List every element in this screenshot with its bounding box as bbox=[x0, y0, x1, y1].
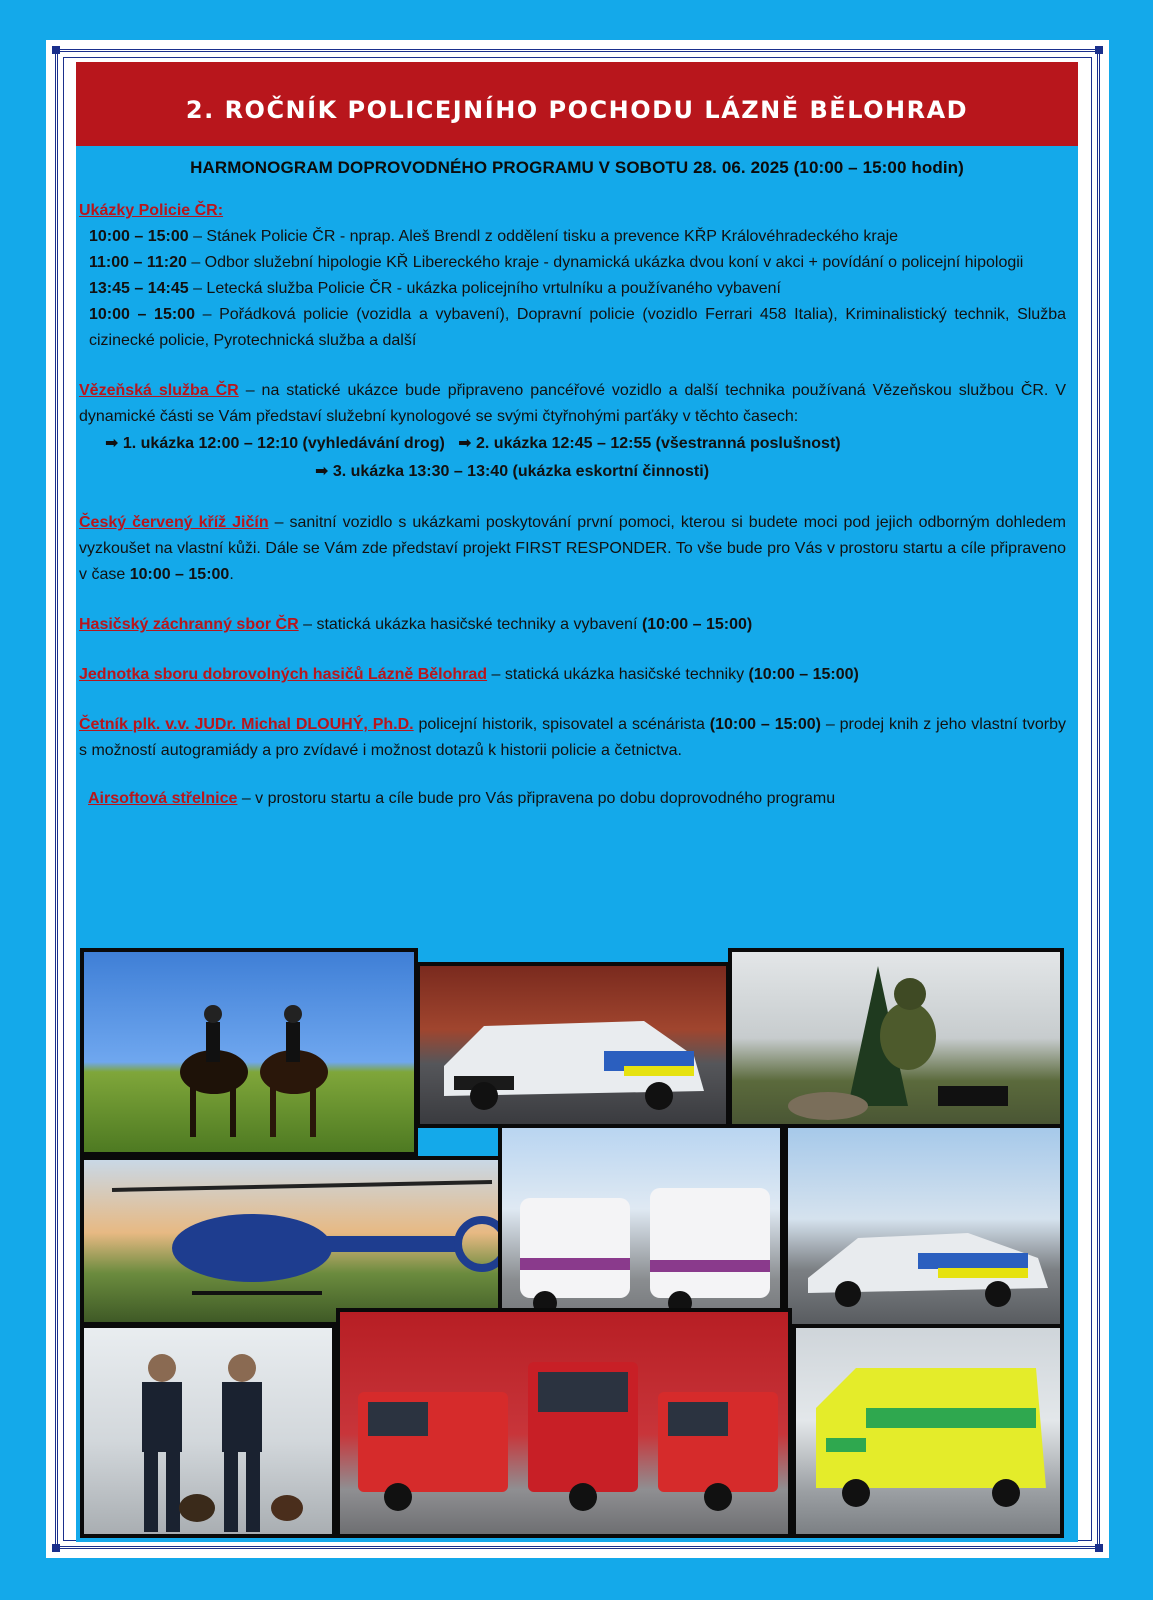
police-skoda-car-photo bbox=[416, 962, 730, 1128]
prison-section bbox=[76, 378, 1078, 486]
bomb-suit-icon bbox=[738, 956, 1058, 1126]
poster-sheet bbox=[46, 40, 1109, 1558]
schedule-subtitle: HARMONOGRAM DOPROVODNÉHO PROGRAMU V SOBOTU 28. 06. 2025 (10:00 – 15:00 hodin) bbox=[190, 158, 964, 177]
historian-section: Četník plk. v.v. JUDr. Michal DLOUHÝ, Ph.D. policejní historik, spisovatel a scénárista (10:00 – 15:00) – prodej knih z jeho vlastní tvorby s možností autogramiády a pro zvídavé i možnost dotazů k historii policie a četnictva. bbox=[79, 716, 1066, 759]
police-item: 10:00 – 15:00 – Stánek Policie ČR - nprap. Aleš Brendl z oddělení tisku a prevence KŘP Královéhradeckého kraje bbox=[89, 228, 899, 245]
prison-demo-line: ➡ 1. ukázka 12:00 – 12:10 (vyhledávání drog) ➡ 2. ukázka 12:45 – 12:55 (všestranná poslušnost) bbox=[105, 435, 841, 452]
ambulance-photo bbox=[792, 1324, 1064, 1538]
police-item: 10:00 – 15:00 – Pořádková policie (vozidla a vybavení), Dopravní policie (vozidlo Ferrari 458 Italia), Kriminalistický technik, Služba cizinecké policie, Pyrotechnická služba a další bbox=[89, 306, 1067, 349]
volunteers-section-title: Jednotka sboru dobrovolných hasičů Lázně Bělohrad bbox=[79, 666, 488, 683]
frame-corner-icon bbox=[1095, 46, 1103, 54]
airsoft-section: Airsoftová střelnice – v prostoru startu a cíle bude pro Vás připravena po dobu doprovodného programu bbox=[88, 790, 836, 807]
volunteers-section: Jednotka sboru dobrovolných hasičů Lázně Bělohrad – statická ukázka hasičské techniky (10:00 – 15:00) bbox=[79, 666, 859, 683]
frame-corner-icon bbox=[1095, 1544, 1103, 1552]
frame-corner-icon bbox=[52, 1544, 60, 1552]
fire-truck-icon bbox=[348, 1342, 788, 1522]
ferrari-icon bbox=[798, 1198, 1058, 1318]
officers-icon bbox=[92, 1338, 332, 1538]
prison-section-title: Vězeňská služba ČR bbox=[79, 382, 239, 399]
police-section-title: Ukázky Policie ČR: bbox=[79, 202, 224, 219]
prison-section-text: – na statické ukázce bude připraveno pancéřové vozidlo a další technika používaná Vězeňskou službou ČR. V dynamické části se Vám představí služební kynologové se svými čtyřnohými parťáky v těchto časech: bbox=[79, 382, 1067, 425]
arrow-right-icon: ➡ bbox=[315, 463, 329, 480]
photo-collage bbox=[76, 948, 1078, 1542]
poster-content bbox=[76, 62, 1078, 1542]
bomb-disposal-photo bbox=[728, 948, 1064, 1128]
firefighters-section-title: Hasičský záchranný sbor ČR bbox=[79, 616, 299, 633]
prison-demo-line: ➡ 3. ukázka 13:30 – 13:40 (ukázka eskortní činnosti) bbox=[315, 463, 710, 480]
car-icon bbox=[424, 996, 724, 1116]
fire-trucks-photo bbox=[336, 1308, 792, 1538]
dog-handlers-photo bbox=[80, 1324, 336, 1538]
helicopter-icon bbox=[92, 1168, 512, 1318]
historian-section-title: Četník plk. v.v. JUDr. Michal DLOUHÝ, Ph.D. bbox=[79, 716, 414, 733]
page-title: 2. ROČNÍK POLICEJNÍHO POCHODU LÁZNĚ BĚLOHRAD bbox=[76, 62, 1078, 146]
police-item: 13:45 – 14:45 – Letecká služba Policie ČR - ukázka policejního vrtulníku a používaného vybavení bbox=[89, 280, 781, 297]
ambulance-icon bbox=[806, 1348, 1056, 1518]
frame-corner-icon bbox=[52, 46, 60, 54]
prison-vans-photo bbox=[498, 1124, 784, 1334]
police-helicopter-photo bbox=[80, 1156, 520, 1326]
arrow-right-icon: ➡ bbox=[105, 435, 119, 452]
van-icon bbox=[510, 1178, 780, 1328]
airsoft-section-title: Airsoftová střelnice bbox=[88, 790, 238, 807]
redcross-section: Český červený kříž Jičín – sanitní vozidlo s ukázkami poskytování první pomoci, kterou si budete moci pod jejich odborným dohledem vyzkoušet na vlastní kůži. Dále se Vám zde představí projekt FIRST RESPONDER. To vše bude pro Vás v prostoru startu a cíle připraveno v čase 10:00 – 15:00. bbox=[79, 514, 1066, 583]
arrow-right-icon: ➡ bbox=[458, 435, 472, 452]
firefighters-section: Hasičský záchranný sbor ČR – statická ukázka hasičské techniky a vybavení (10:00 – 15:00) bbox=[79, 616, 753, 633]
mounted-police-photo bbox=[80, 948, 418, 1156]
horse-icon bbox=[154, 992, 354, 1142]
redcross-section-title: Český červený kříž Jičín bbox=[79, 514, 269, 531]
police-section bbox=[76, 198, 1078, 354]
police-item: 11:00 – 11:20 – Odbor služební hipologie KŘ Libereckého kraje - dynamická ukázka dvou koní v akci + povídání o policejní hipologii bbox=[89, 254, 1024, 271]
police-ferrari-photo bbox=[784, 1124, 1064, 1334]
